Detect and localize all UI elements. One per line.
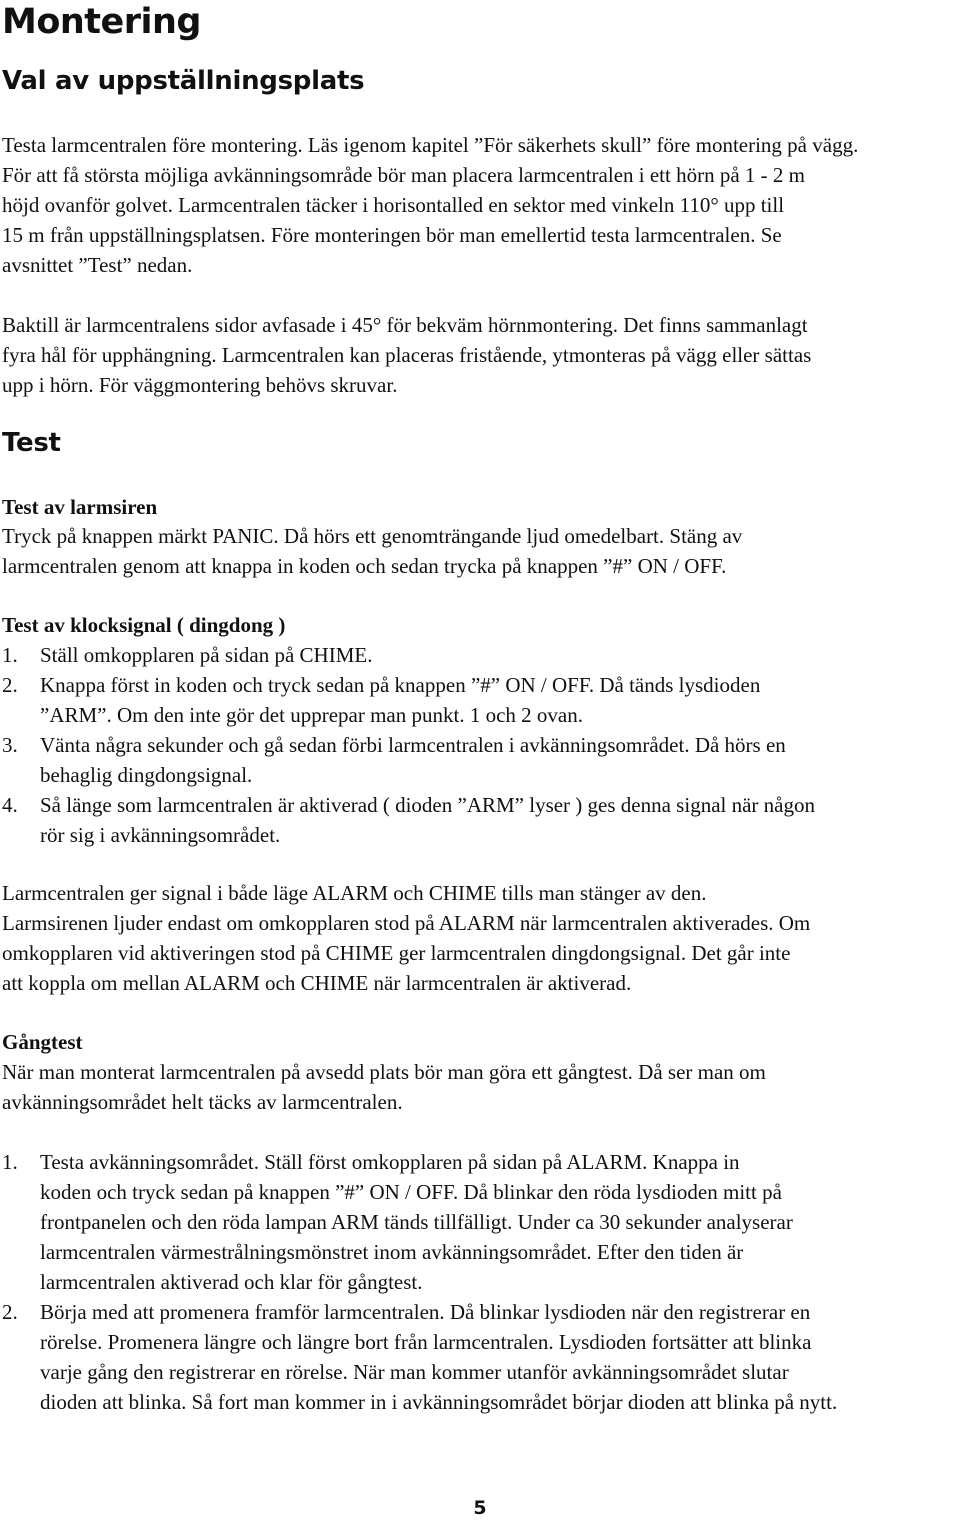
text-line: 15 m från uppställningsplatsen. Före monteringen bör man emellertid testa larmcentralen. Se — [2, 223, 782, 247]
text-line: Baktill är larmcentralens sidor avfasade i 45° för bekväm hörnmontering. Det finns sammanlagt — [2, 313, 808, 337]
text-line: Ställ omkopplaren på sidan på CHIME. — [40, 643, 373, 667]
text-line: Larmcentralen ger signal i både läge ALARM och CHIME tills man stänger av den. — [2, 881, 707, 905]
list-number: 3. — [2, 733, 18, 757]
text-line: upp i hörn. För väggmontering behövs skruvar. — [2, 373, 398, 397]
text-line: att koppla om mellan ALARM och CHIME när larmcentralen är aktiverad. — [2, 971, 632, 995]
text-line: Vänta några sekunder och gå sedan förbi larmcentralen i avkänningsområdet. Då hörs en — [40, 733, 786, 757]
section-title-test: Test — [2, 428, 61, 458]
section-title-placement: Val av uppställningsplats — [2, 66, 365, 96]
text-line: rör sig i avkänningsområdet. — [40, 823, 281, 847]
text-line: Testa avkänningsområdet. Ställ först omkopplaren på sidan på ALARM. Knappa in — [40, 1150, 740, 1174]
text-line: Knappa först in koden och tryck sedan på knappen ”#” ON / OFF. Då tänds lysdioden — [40, 673, 761, 697]
text-line: Tryck på knappen märkt PANIC. Då hörs ett genomträngande ljud omedelbart. Stäng av — [2, 524, 743, 548]
list-item — [2, 1297, 958, 1417]
text-line: larmcentralen aktiverad och klar för gångtest. — [40, 1270, 423, 1294]
text-line: höjd ovanför golvet. Larmcentralen täcker i horisontalled en sektor med vinkeln 110° upp till — [2, 193, 785, 217]
text-line: Börja med att promenera framför larmcentralen. Då blinkar lysdioden när den registrerar en — [40, 1300, 811, 1324]
text-line: dioden att blinka. Så fort man kommer in i avkänningsområdet börjar dioden att blinka på nytt. — [40, 1390, 838, 1414]
text-line: För att få största möjliga avkänningsområde bör man placera larmcentralen i ett hörn på 1 - 2 m — [2, 163, 805, 187]
page-number: 5 — [473, 1497, 487, 1519]
text-line: omkopplaren vid aktiveringen stod på CHIME ger larmcentralen dingdongsignal. Det går inte — [2, 941, 791, 965]
text-line: Så länge som larmcentralen är aktiverad ( dioden ”ARM” lyser ) ges denna signal när någon — [40, 793, 815, 817]
paragraph-mounting-holes — [2, 310, 958, 400]
text-line: avsnittet ”Test” nedan. — [2, 253, 193, 277]
walk-test-steps-list — [2, 1147, 958, 1417]
list-number: 2. — [2, 673, 18, 697]
chime-steps-list — [2, 640, 958, 850]
text-line: rörelse. Promenera längre och längre bort från larmcentralen. Lysdioden fortsätter att blinka — [40, 1330, 812, 1354]
subheading-chime-test: Test av klocksignal ( dingdong ) — [2, 613, 286, 637]
text-line: koden och tryck sedan på knappen ”#” ON / OFF. Då blinkar den röda lysdioden mitt på — [40, 1180, 782, 1204]
list-item — [2, 790, 958, 850]
subheading-walk-test: Gångtest — [2, 1030, 83, 1054]
subheading-siren-test: Test av larmsiren — [2, 495, 158, 519]
list-item — [2, 670, 958, 730]
list-number: 1. — [2, 643, 18, 667]
paragraph-alarm-chime-note — [2, 878, 958, 998]
text-line: Testa larmcentralen före montering. Läs igenom kapitel ”För säkerhets skull” före montering på vägg. — [2, 133, 859, 157]
text-line: larmcentralen genom att knappa in koden och sedan trycka på knappen ”#” ON / OFF. — [2, 554, 727, 578]
list-number: 1. — [2, 1150, 18, 1174]
list-item — [2, 1147, 958, 1297]
text-line: avkänningsområdet helt täcks av larmcentralen. — [2, 1090, 403, 1114]
list-item — [2, 730, 958, 790]
list-number: 2. — [2, 1300, 18, 1324]
list-item — [2, 640, 958, 670]
text-line: När man monterat larmcentralen på avsedd plats bör man göra ett gångtest. Då ser man om — [2, 1060, 766, 1084]
text-line: varje gång den registrerar en rörelse. När man kommer utanför avkänningsområdet slutar — [40, 1360, 789, 1384]
paragraph-placement-intro — [2, 130, 958, 280]
list-number: 4. — [2, 793, 18, 817]
page-heading: Montering — [2, 2, 201, 42]
text-line: larmcentralen värmestrålningsmönstret inom avkänningsområdet. Efter den tiden är — [40, 1240, 744, 1264]
text-line: ”ARM”. Om den inte gör det upprepar man punkt. 1 och 2 ovan. — [40, 703, 583, 727]
paragraph-siren-test — [2, 521, 958, 581]
text-line: behaglig dingdongsignal. — [40, 763, 253, 787]
text-line: frontpanelen och den röda lampan ARM tänds tillfälligt. Under ca 30 sekunder analyserar — [40, 1210, 793, 1234]
text-line: Larmsirenen ljuder endast om omkopplaren stod på ALARM när larmcentralen aktiverades. Om — [2, 911, 811, 935]
paragraph-walk-test — [2, 1057, 958, 1117]
text-line: fyra hål för upphängning. Larmcentralen kan placeras fristående, ytmonteras på vägg eller sättas — [2, 343, 812, 367]
